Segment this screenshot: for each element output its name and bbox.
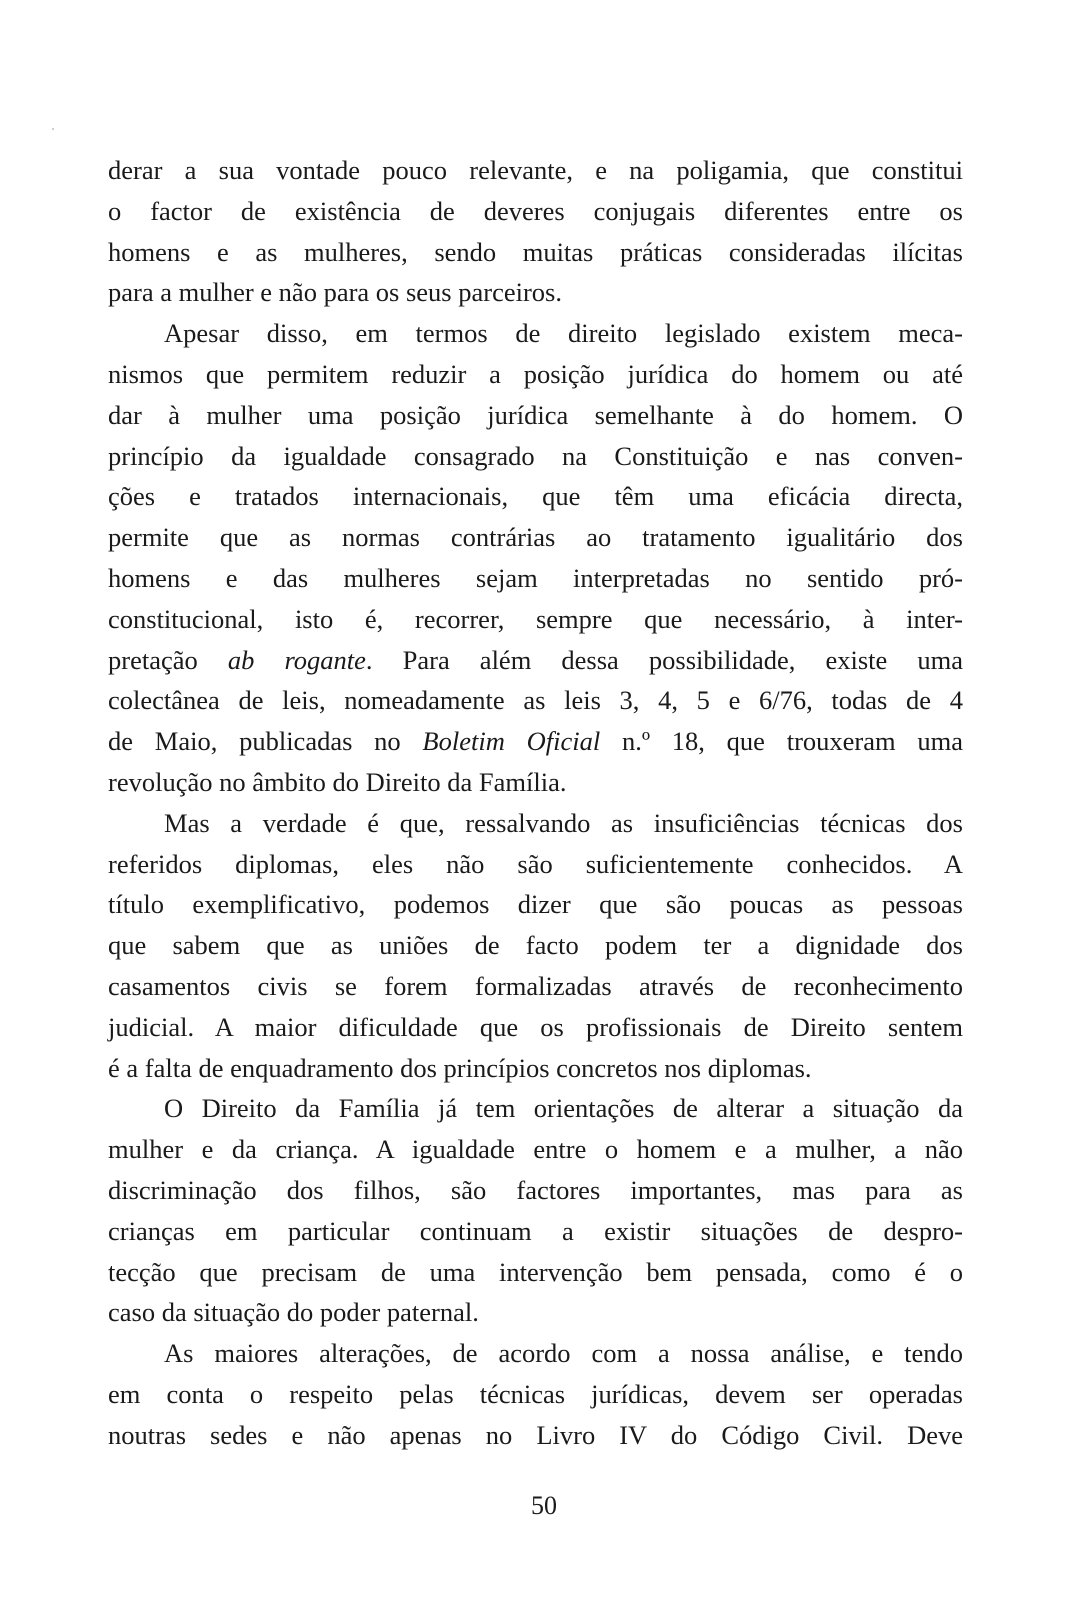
text-line: tecção que precisam de uma intervenção bem pensada, como é o (108, 1256, 963, 1287)
text-line: mulher e da criança. A igualdade entre o homem e a mulher, a não (108, 1134, 963, 1165)
text-line: pretação ab rogante. Para além dessa possibilidade, existe uma (108, 644, 963, 675)
text-line: discriminação dos filhos, são factores importantes, mas para as (108, 1174, 963, 1205)
text-line: derar a sua vontade pouco relevante, e na poligamia, que constitui (108, 155, 963, 185)
text-line: judicial. A maior dificuldade que os profissionais de Direito sentem (108, 1011, 963, 1042)
page-number: 50 (531, 1491, 557, 1520)
text-line: em conta o respeito pelas técnicas jurídicas, devem ser operadas (108, 1378, 963, 1409)
text-line: caso da situação do poder paternal. (108, 1297, 479, 1328)
text-line: referidos diplomas, eles não são suficientemente conhecidos. A (108, 848, 963, 879)
text-line: O Direito da Família já tem orientações de alterar a situação da (164, 1093, 963, 1124)
text-line: crianças em particular continuam a existir situações de despro- (108, 1215, 963, 1246)
text-line: é a falta de enquadramento dos princípios concretos nos diplomas. (108, 1052, 812, 1083)
text-line: casamentos civis se forem formalizadas através de reconhecimento (108, 970, 963, 1001)
text-line: Apesar disso, em termos de direito legislado existem meca- (164, 318, 963, 349)
text-line: noutras sedes e não apenas no Livro IV do Código Civil. Deve (108, 1419, 963, 1450)
italic-term: Boletim Oficial (422, 726, 601, 757)
text-line: princípio da igualdade consagrado na Constituição e nas conven- (108, 440, 963, 471)
scan-speck (52, 128, 54, 130)
text-line: o factor de existência de deveres conjugais diferentes entre os (108, 195, 963, 226)
text-line: de Maio, publicadas no Boletim Oficial n.º 18, que trouxeram uma (108, 726, 963, 757)
text-line: colectânea de leis, nomeadamente as leis 3, 4, 5 e 6/76, todas de 4 (108, 685, 963, 716)
italic-term: ab rogante (227, 644, 366, 675)
text-line: revolução no âmbito do Direito da Família. (108, 766, 567, 797)
text-line: permite que as normas contrárias ao tratamento igualitário dos (108, 522, 963, 553)
text-line: Mas a verdade é que, ressalvando as insuficiências técnicas dos (164, 807, 963, 838)
text-line: homens e as mulheres, sendo muitas práticas consideradas ilícitas (108, 236, 963, 267)
text-line: homens e das mulheres sejam interpretadas no sentido pró- (108, 562, 963, 593)
body-text (108, 150, 963, 1456)
text-line: As maiores alterações, de acordo com a nossa análise, e tendo (164, 1338, 963, 1369)
text-line: título exemplificativo, podemos dizer que são poucas as pessoas (108, 889, 963, 920)
text-line: constitucional, isto é, recorrer, sempre que necessário, à inter- (108, 603, 963, 634)
text-line: que sabem que as uniões de facto podem ter a dignidade dos (108, 930, 963, 961)
text-line: ções e tratados internacionais, que têm uma eficácia directa, (108, 481, 963, 512)
text-line: para a mulher e não para os seus parceiros. (108, 277, 562, 308)
text-line: dar à mulher uma posição jurídica semelhante à do homem. O (108, 399, 963, 430)
text-line: nismos que permitem reduzir a posição jurídica do homem ou até (108, 358, 963, 389)
